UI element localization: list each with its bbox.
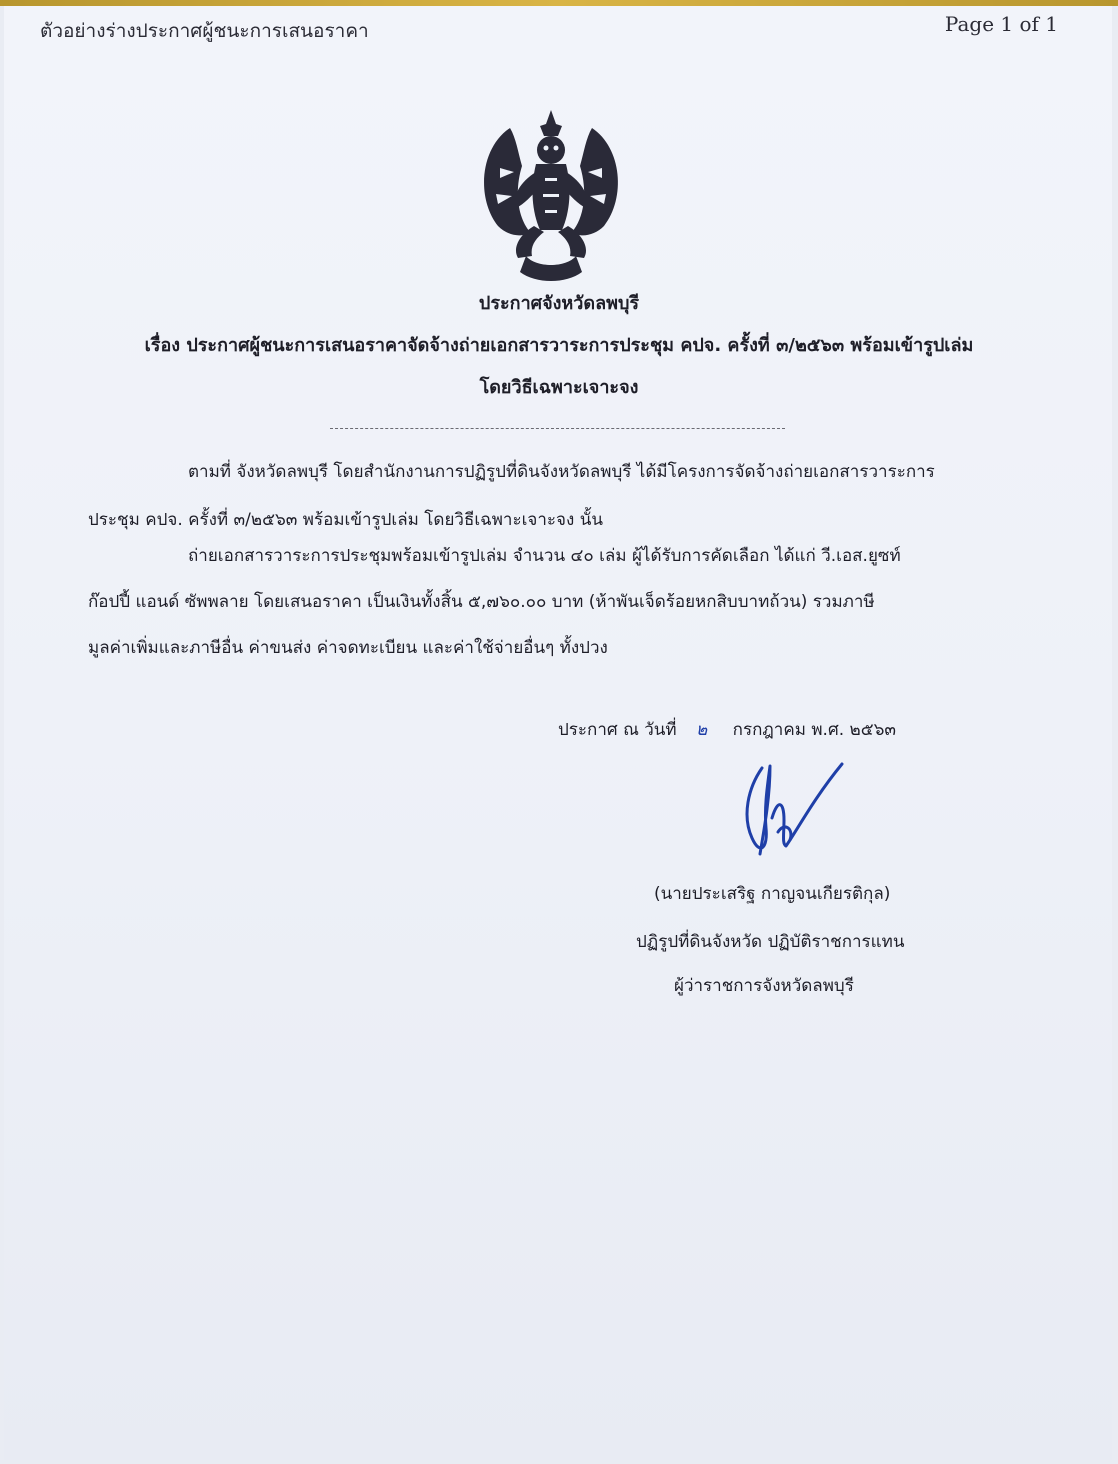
top-edge — [0, 0, 1118, 6]
announcement-heading: ประกาศจังหวัดลพบุรี — [478, 293, 640, 314]
divider — [330, 428, 785, 429]
body-paragraph-2-line-2: ก๊อปปี้ แอนด์ ซัพพลาย โดยเสนอราคา เป็นเงินทั้งสิ้น ๕,๗๖๐.๐๐ บาท (ห้าพันเจ็ดร้อยหกสิบบาทถ้วน) รวมภาษี — [88, 592, 875, 612]
signatory-position-2: ผู้ว่าราชการจังหวัดลพบุรี — [674, 976, 854, 996]
body-paragraph-1-line-2: ประชุม คปจ. ครั้งที่ ๓/๒๕๖๓ พร้อมเข้ารูปเล่ม โดยวิธีเฉพาะเจาะจง นั้น — [88, 510, 603, 530]
body-paragraph-2-line-1: ถ่ายเอกสารวาระการประชุมพร้อมเข้ารูปเล่ม จำนวน ๔๐ เล่ม ผู้ได้รับการคัดเลือก ได้แก่ วี.เอส.ยูซท์ — [188, 546, 901, 566]
date-prefix: ประกาศ ณ วันที่ — [558, 720, 677, 740]
handwritten-signature — [738, 758, 848, 862]
body-paragraph-2-line-3: มูลค่าเพิ่มและภาษีอื่น ค่าขนส่ง ค่าจดทะเบียน และค่าใช้จ่ายอื่นๆ ทั้งปวง — [88, 638, 608, 658]
date-month-year: กรกฎาคม พ.ศ. ๒๕๖๓ — [732, 720, 897, 740]
body-paragraph-1-line-1: ตามที่ จังหวัดลพบุรี โดยสำนักงานการปฏิรูปที่ดินจังหวัดลพบุรี ได้มีโครงการจัดจ้างถ่ายเอกสารวาระการ — [188, 462, 935, 482]
garuda-emblem-icon — [470, 108, 632, 284]
announcement-method: โดยวิธีเฉพาะเจาะจง — [479, 377, 639, 398]
page-number: Page 1 of 1 — [944, 12, 1058, 36]
announcement-subject: เรื่อง ประกาศผู้ชนะการเสนอราคาจัดจ้างถ่ายเอกสารวาระการประชุม คปจ. ครั้งที่ ๓/๒๕๖๓ พร้อมเข้ารูปเล่ม — [144, 335, 974, 356]
signatory-position-1: ปฏิรูปที่ดินจังหวัด ปฏิบัติราชการแทน — [636, 932, 905, 952]
header-title: ตัวอย่างร่างประกาศผู้ชนะการเสนอราคา — [40, 20, 369, 42]
date-day: ๒ — [696, 720, 708, 740]
signatory-name: (นายประเสริฐ กาญจนเกียรติกุล) — [654, 884, 891, 904]
announcement-date — [558, 716, 896, 743]
